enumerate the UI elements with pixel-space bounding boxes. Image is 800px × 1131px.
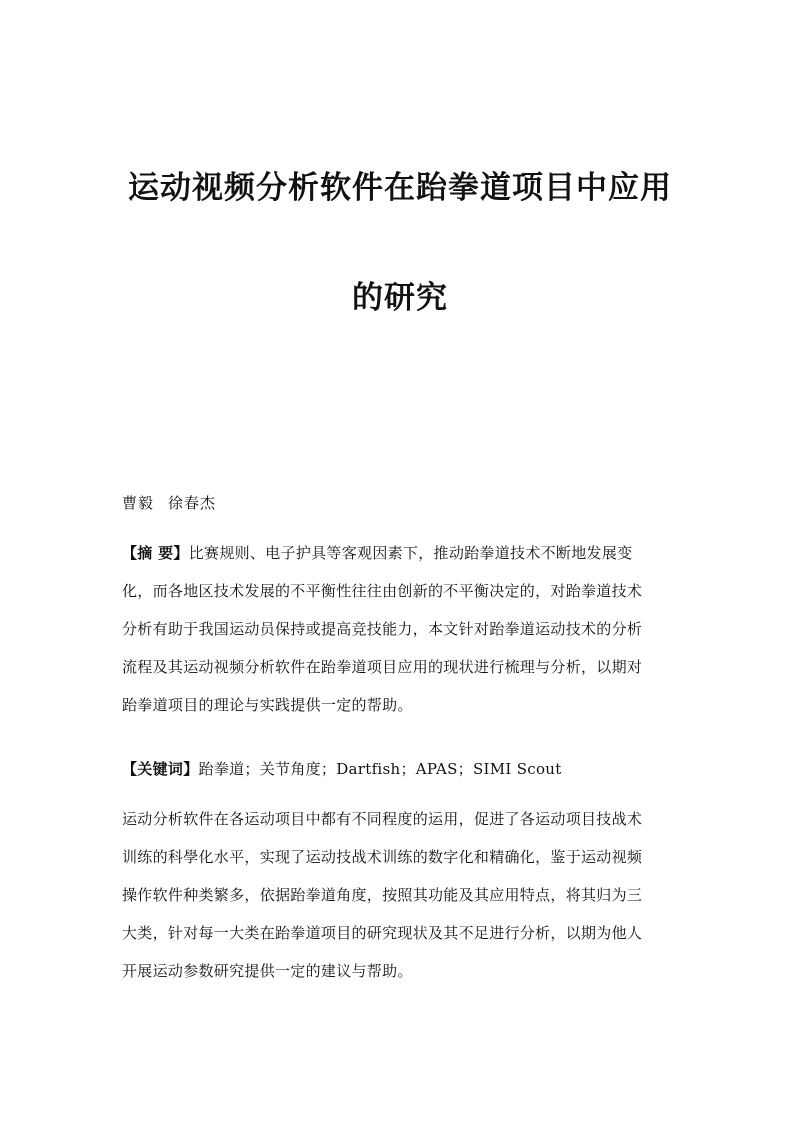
keywords-paragraph (122, 750, 682, 788)
paper-title-line-1: 运动视频分析软件在跆拳道项目中应用 (128, 170, 672, 206)
body-line: 运动分析软件在各运动项目中都有不同程度的运用，促进了各运动项目技战术 (122, 810, 643, 828)
body-line: 开展运动参数研究提供一定的建议与帮助。 (122, 962, 413, 980)
abstract-line: 化，而各地区技术发展的不平衡性往往由创新的不平衡决定的，对跆拳道技术 (122, 582, 643, 600)
keywords-line (122, 750, 682, 788)
body-line: 训练的科學化水平，实现了运动技战术训练的数字化和精确化，鉴于运动视频 (122, 848, 643, 866)
paper-title-line-2: 的研究 (352, 280, 448, 316)
abstract-line: 【摘 要】比赛规则、电子护具等客观因素下，推动跆拳道技术不断地发展变 (122, 544, 633, 562)
abstract-line: 分析有助于我国运动员保持或提高竞技能力，本文针对跆拳道运动技术的分析 (122, 620, 643, 638)
author-name: 曹毅 (122, 494, 155, 512)
abstract-line: 流程及其运动视频分析软件在跆拳道项目应用的现状进行梳理与分析，以期对 (122, 658, 643, 676)
abstract-paragraph (122, 534, 682, 724)
author-list (122, 492, 216, 513)
body-paragraph (122, 800, 682, 990)
keywords-text: 跆拳道；关节角度；Dartfish；APAS；SIMI Scout (198, 760, 562, 778)
abstract-label: 【摘 要】 (122, 544, 189, 562)
abstract-line: 跆拳道项目的理论与实践提供一定的帮助。 (122, 696, 413, 714)
author-name: 徐春杰 (168, 494, 217, 512)
keywords-label: 【关键词】 (122, 760, 199, 778)
body-line: 操作软件种类繁多，依据跆拳道角度，按照其功能及其应用特点，将其归为三 (122, 886, 643, 904)
body-line: 大类，针对每一大类在跆拳道项目的研究现状及其不足进行分析，以期为他人 (122, 924, 643, 942)
